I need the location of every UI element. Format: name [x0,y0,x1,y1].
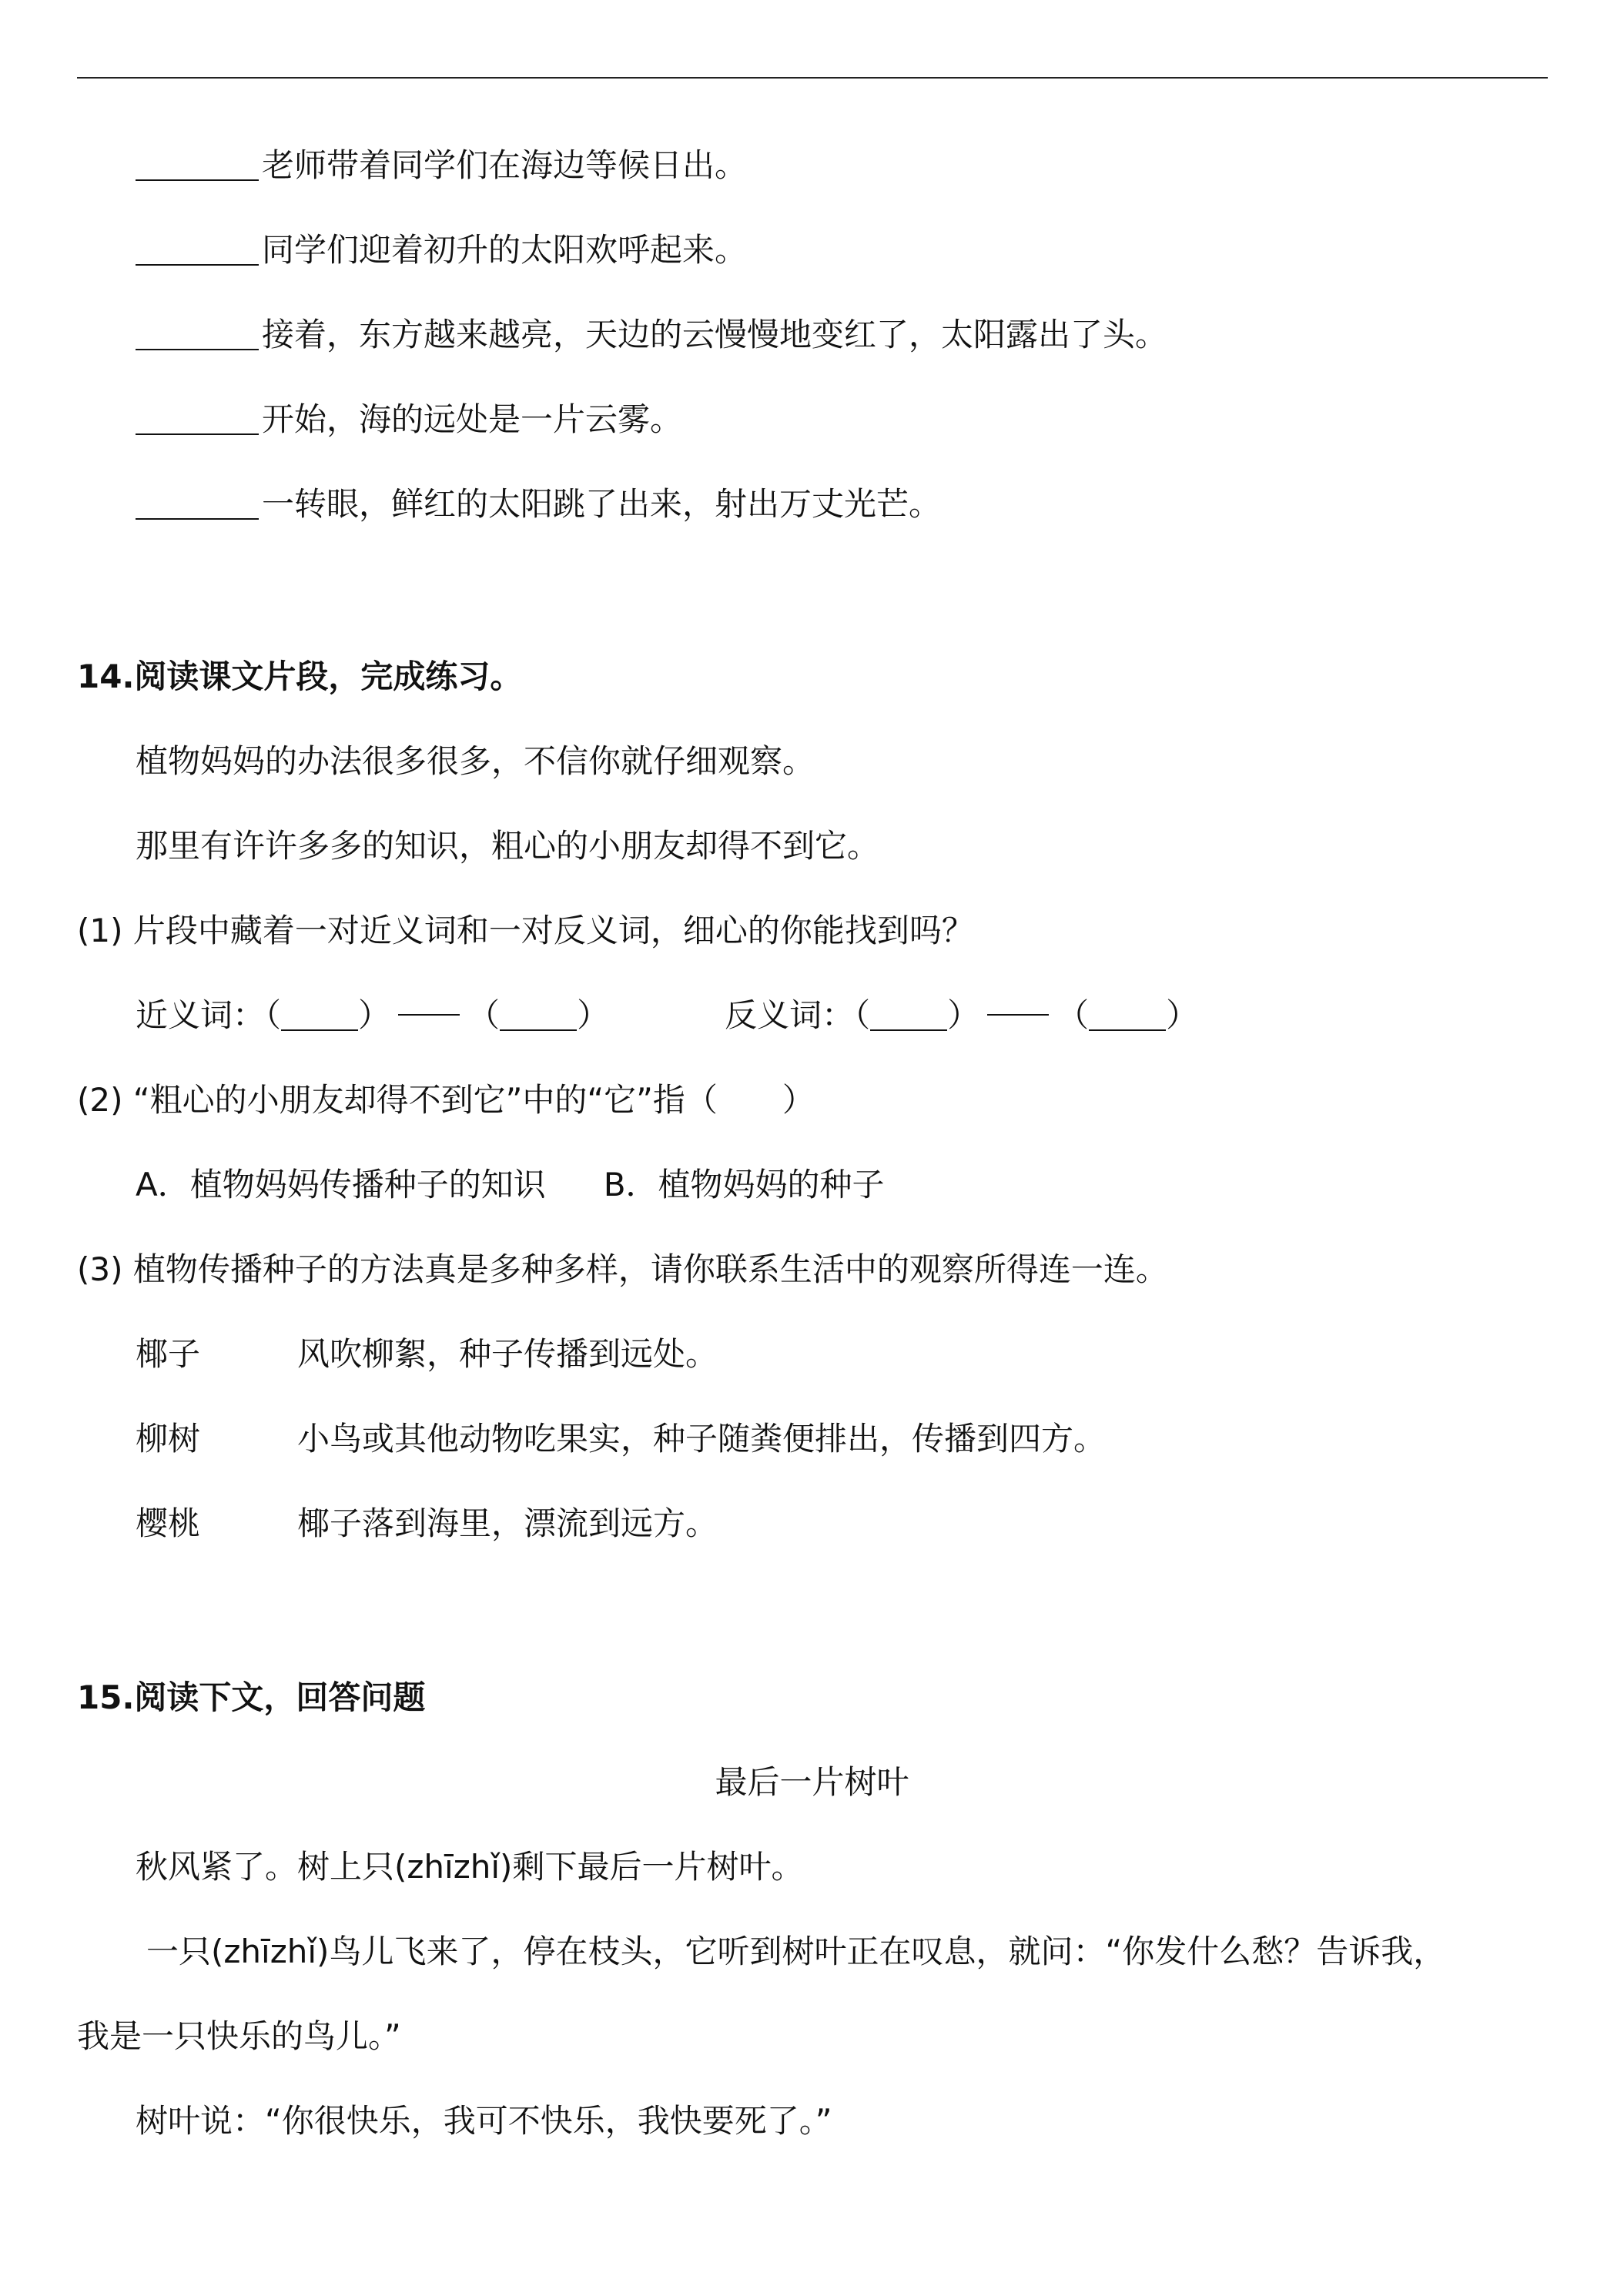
close-paren: ） [947,996,980,1034]
header-rule [77,77,1548,79]
open-paren: （ [1056,996,1090,1034]
answer-blank[interactable] [136,149,259,181]
ordering-item-text: 老师带着同学们在海边等候日出。 [262,146,748,184]
ordering-item-4 [136,399,682,440]
sub-number: (1) [77,912,123,949]
q14-passage-1: 植物妈妈的办法很多很多，不信你就仔细观察。 [136,742,815,780]
close-paren: ） [577,996,610,1034]
story-para-3: 树叶说：“你很快乐，我可不快乐，我快要死了。” [136,2102,832,2140]
answer-blank[interactable] [136,403,259,435]
story-para-2-line-1: 一只(zhīzhǐ)鸟儿飞来了，停在枝头，它听到树叶正在叹息，就问：“你发什么愁？告诉我， [146,1933,1446,1970]
story-para-2-line-2: 我是一只快乐的鸟儿。” [77,2017,401,2055]
synonym-label: 近义词： [136,996,266,1034]
ordering-item-5 [136,484,941,525]
q14-heading: 14.阅读课文片段，完成练习。 [77,658,523,695]
ordering-item-3 [136,314,1167,356]
sub-number: (3) [77,1250,123,1288]
close-paren: ） [1166,996,1199,1034]
match-left-item[interactable]: 樱桃 [136,1504,201,1542]
ordering-item-text: 开始，海的远处是一片云雾。 [262,400,683,438]
sub-number: (2) [77,1081,123,1119]
synonym-blank-1[interactable] [281,999,358,1031]
match-row-2 [136,1418,1106,1460]
sub-question-text: “粗心的小朋友却得不到它”中的“它”指（ ） [132,1081,815,1119]
open-paren: （ [854,996,871,1034]
ordering-item-2 [136,229,747,271]
q14-sub2-options [136,1164,885,1206]
option-b[interactable]: B．植物妈妈的种子 [603,1166,885,1203]
q15-heading: 15.阅读下文，回答问题 [77,1678,426,1716]
antonym-blank-1[interactable] [870,999,947,1031]
match-right-item[interactable]: 椰子落到海里，漂流到远方。 [297,1504,718,1542]
ordering-item-text: 一转眼，鲜红的太阳跳了出来，射出万丈光芒。 [262,485,942,523]
ordering-item-text: 接着，东方越来越亮，天边的云慢慢地变红了，太阳露出了头。 [262,316,1168,353]
antonym-blank-2[interactable] [1089,999,1166,1031]
dash-connector [398,1014,460,1016]
match-right-item[interactable]: 小鸟或其他动物吃果实，种子随粪便排出，传播到四方。 [297,1420,1107,1458]
q14-sub3 [77,1249,1168,1290]
match-row-3 [136,1503,718,1545]
open-paren: （ [265,996,282,1034]
story-para-1: 秋风紧了。树上只(zhīzhǐ)剩下最后一片树叶。 [136,1848,804,1886]
ordering-item-text: 同学们迎着初升的太阳欢呼起来。 [262,231,748,269]
q14-sub1 [77,910,974,952]
ordering-item-1 [136,145,747,186]
sub-question-text: 片段中藏着一对近义词和一对反义词，细心的你能找到吗？ [132,912,974,949]
story-title: 最后一片树叶 [715,1763,909,1801]
q14-sub1-answers [136,995,1198,1036]
match-right-item[interactable]: 风吹柳絮，种子传播到远处。 [297,1335,718,1373]
answer-blank[interactable] [136,318,259,350]
answer-blank[interactable] [136,233,259,266]
close-paren: ） [358,996,391,1034]
match-left-item[interactable]: 柳树 [136,1420,201,1458]
antonym-label: 反义词： [725,996,855,1034]
sub-question-text: 植物传播种子的方法真是多种多样，请你联系生活中的观察所得连一连。 [132,1250,1168,1288]
q14-passage-2: 那里有许许多多的知识，粗心的小朋友却得不到它。 [136,827,880,865]
match-row-1 [136,1334,718,1375]
answer-blank[interactable] [136,487,259,520]
synonym-blank-2[interactable] [500,999,577,1031]
dash-connector [987,1014,1049,1016]
q14-sub2 [77,1079,815,1121]
open-paren: （ [467,996,501,1034]
option-a[interactable]: A．植物妈妈传播种子的知识 [136,1166,546,1203]
match-left-item[interactable]: 椰子 [136,1335,201,1373]
